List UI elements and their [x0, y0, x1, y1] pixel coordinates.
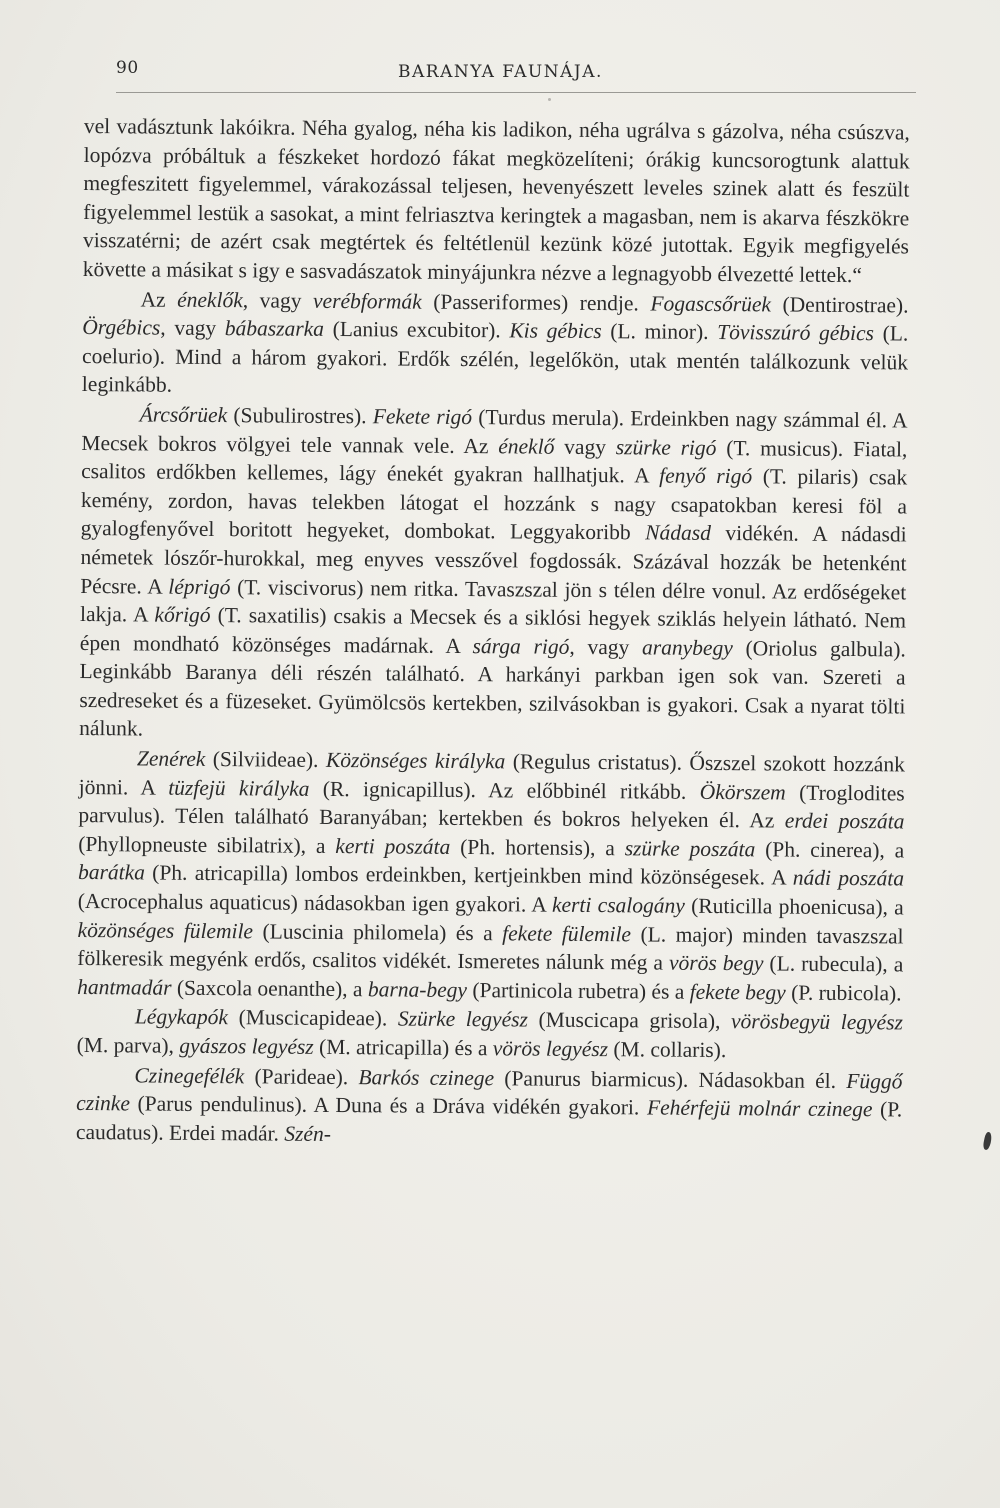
italic-term: Fogascsőrüek — [650, 291, 772, 316]
italic-term: bábaszarka — [224, 316, 325, 342]
text-run: vel vadásztunk lakóikra. Néha gyalog, néha kis ladikon, néha ugrálva s gázolva, néha csúszva, lopózva próbáltuk a fészkeket hordozó fákat megközelíteni; órákig kuncsorogtunk alattuk megfeszitett figyelemmel, várakozással teljesen, hevenyészett leveles szinek alatt és feszült figyelemmel lestük a sasokat, a mint felriasztva keringtek a magasban, nem is akarva fészkökre visszatérni; de azért csak megtértek és feltétlenül kezünk közé jutottak. Egyik megfigyelés követte a másikat s igy e sasvadászatok minyájunkra nézve a legnagyobb élvezetté lettek.“ — [82, 113, 910, 288]
text-run: , vagy — [242, 287, 314, 313]
italic-term: tüzfejü királyka — [168, 775, 310, 801]
italic-term: gyászos legyész — [179, 1033, 314, 1059]
text-run: (Passeriformes) rendje. — [421, 289, 651, 316]
italic-term: szürke poszáta — [624, 836, 756, 862]
text-run: (T. viscivorus) nem ritka. Tavaszszal jön s télen délre vonul. Az erdőségeket lakja. A — [79, 574, 907, 627]
text-run: (Ph. cinerea), a — [755, 837, 905, 863]
text-run: (L. major) minden tavaszszal fölkeresik megyénk erdős, csalitos vidékét. Ismeretes nálunk még a — [77, 921, 904, 975]
italic-term: barna-begy — [367, 977, 468, 1002]
text-run: (Regulus cristatus). Őszszel szokott hozzánk jönni. A — [78, 749, 905, 800]
text-run: (Parideae). — [244, 1063, 359, 1089]
text-run: vidékén. A nádasdi németek lószőr-hurokkal, meg enyves vesszővel fogdossák. Százával hozzák be hetenként Pécsre. A — [80, 521, 907, 599]
italic-term: aranybegy — [641, 635, 733, 660]
italic-term: kerti poszáta — [335, 833, 451, 859]
text-run: (M. parva), — [76, 1032, 180, 1058]
italic-term: fekete fülemile — [502, 920, 632, 946]
page-number: 90 — [116, 58, 139, 78]
text-run: (T. saxatilis) csakis a Mecsek és a siklósi hegyek sziklás helyein látható. Nem épen mondható közönséges madárnak. A — [79, 603, 907, 658]
italic-term: vörösbegyü legyész — [730, 1009, 903, 1035]
text-run: (P. caudatus). Erdei madár. — [75, 1097, 903, 1146]
text-run: (M. atricapilla) és a — [313, 1034, 493, 1061]
italic-term: Légykapók — [134, 1004, 229, 1030]
text-run: (Parus pendulinus). A Duna és a Dráva vidékén gyakori. — [129, 1091, 648, 1120]
italic-term: Barkós czinege — [358, 1064, 495, 1090]
italic-term: szürke rigó — [615, 434, 717, 460]
paragraph — [83, 112, 910, 290]
text-run: (Lanius excubitor). — [323, 317, 510, 343]
text-run: (Turdus merula). Erdeinkben nagy számmal él. A Mecsek bokros völgyei tele vannak vele. Az — [81, 404, 908, 458]
text-run: (Silviideae). — [205, 747, 327, 772]
italic-term: éneklők — [177, 287, 243, 312]
text-run: , vagy — [569, 634, 643, 660]
italic-term: vörös begy — [668, 950, 764, 976]
italic-term: Kis gébics — [509, 318, 602, 344]
text-run: (Troglodites parvulus). Télen található Baranyában; kertekben és bokros helyeken él. Az — [78, 780, 905, 833]
text-run: vagy — [554, 434, 616, 459]
text-run: (Luscinia philomela) és a — [252, 918, 503, 945]
paragraph — [77, 744, 905, 1008]
margin-ink-mark — [982, 1131, 993, 1150]
italic-term: Árcsőrüek — [139, 402, 228, 428]
italic-term: verébformák — [312, 288, 422, 314]
text-run: (Muscicapideae). — [227, 1005, 398, 1031]
paragraph — [77, 1002, 903, 1066]
running-title: BARANYA FAUNÁJA. — [398, 62, 603, 82]
text-run: (T. pilaris) csak kemény, zordon, havas telekben látogat el hozzánk s nagy csapatokban keresi föl a gyalogfenyővel boritott hegyeket, dombokat. Leggyakoribb — [80, 464, 908, 545]
italic-term: Szürke legyész — [397, 1006, 528, 1032]
paragraph — [82, 285, 909, 406]
italic-term: fenyő rigó — [659, 463, 753, 489]
italic-term: Közönséges királyka — [325, 747, 506, 774]
text-run: (Saxcola oenanthe), a — [171, 975, 368, 1002]
italic-term: Tövisszúró gébics — [717, 320, 875, 346]
text-run: (L. minor). — [601, 319, 718, 345]
text-run: (Phyllopneuste sibilatrix), a — [78, 831, 336, 858]
text-run: (L. coelurio). Mind a három gyakori. Erdők szélén, legelőkön, utak mentén találkozunk velük leginkább. — [81, 321, 909, 398]
text-run: (Dentirostrae). — [770, 291, 909, 318]
text-run: (Subulirostres). — [227, 403, 373, 429]
header-rule — [116, 92, 916, 93]
text-run: (M. collaris). — [607, 1037, 727, 1063]
italic-term: Fehérfejü molnár czinege — [646, 1095, 873, 1122]
text-run: (L. rubecula), a — [763, 951, 904, 977]
text-run: (Oriolus galbula). Leginkább Baranya déli részén található. A harkányi parkban igen sok van. Szereti a szedreseket és a füzeseket. Gyümölcsös kertekben, szilvásokban is gyakori. Csak a nyarat tölti nálunk. — [79, 635, 906, 741]
italic-term: Szén- — [284, 1121, 332, 1146]
paragraph — [79, 400, 908, 750]
text-run: (Acrocephalus aquaticus) nádasokban igen gyakori. A — [77, 889, 553, 917]
text-run: (Panurus biarmicus). Nádasokban él. — [494, 1065, 847, 1093]
italic-term: léprigó — [168, 574, 231, 599]
text-run: (P. rubicola). — [785, 980, 902, 1006]
page-header — [116, 58, 916, 94]
italic-term: barátka — [77, 860, 146, 885]
body-text — [76, 112, 910, 1153]
text-run: , vagy — [160, 315, 225, 341]
text-run: Az — [140, 287, 178, 312]
italic-term: közönséges fülemile — [77, 917, 254, 943]
italic-term: Zenérek — [136, 746, 206, 772]
italic-term: Ökörszem — [699, 779, 786, 805]
italic-term: éneklő — [498, 433, 555, 459]
italic-term: Örgébics — [82, 315, 161, 340]
text-run: (Partinicola rubetra) és a — [466, 977, 690, 1004]
text-run: (Muscicapa grisola), — [527, 1007, 732, 1034]
italic-term: nádi poszáta — [792, 866, 905, 891]
text-run: (Ph. hortensis), a — [450, 834, 625, 861]
italic-term: hantmadár — [77, 974, 172, 1000]
paper-speck — [548, 98, 551, 101]
italic-term: Czinegefélék — [134, 1063, 245, 1088]
italic-term: fekete begy — [689, 979, 786, 1005]
italic-term: Fekete rigó — [372, 404, 473, 429]
italic-term: kőrigó — [154, 602, 211, 628]
italic-term: Függő czinke — [76, 1068, 903, 1116]
paragraph — [76, 1061, 903, 1153]
text-run: (Ruticilla phoenicusa), a — [684, 893, 904, 920]
italic-term: Nádasd — [645, 520, 712, 546]
italic-term: kerti csalogány — [551, 892, 685, 918]
italic-term: sárga rigó — [472, 633, 570, 659]
text-run: (T. musicus). Fiatal, csalitos erdőkben kellemes, lágy énekét gyakran hallhatjuk. A — [81, 435, 908, 488]
text-run: (R. ignicapillus). Az előbbinél ritkább. — [309, 776, 700, 804]
text-run: (Ph. atricapilla) lombos erdeinkben, kertjeinkben mind közönségesek. A — [144, 860, 793, 891]
italic-term: vörös legyész — [492, 1036, 609, 1062]
italic-term: erdei poszáta — [784, 808, 905, 834]
